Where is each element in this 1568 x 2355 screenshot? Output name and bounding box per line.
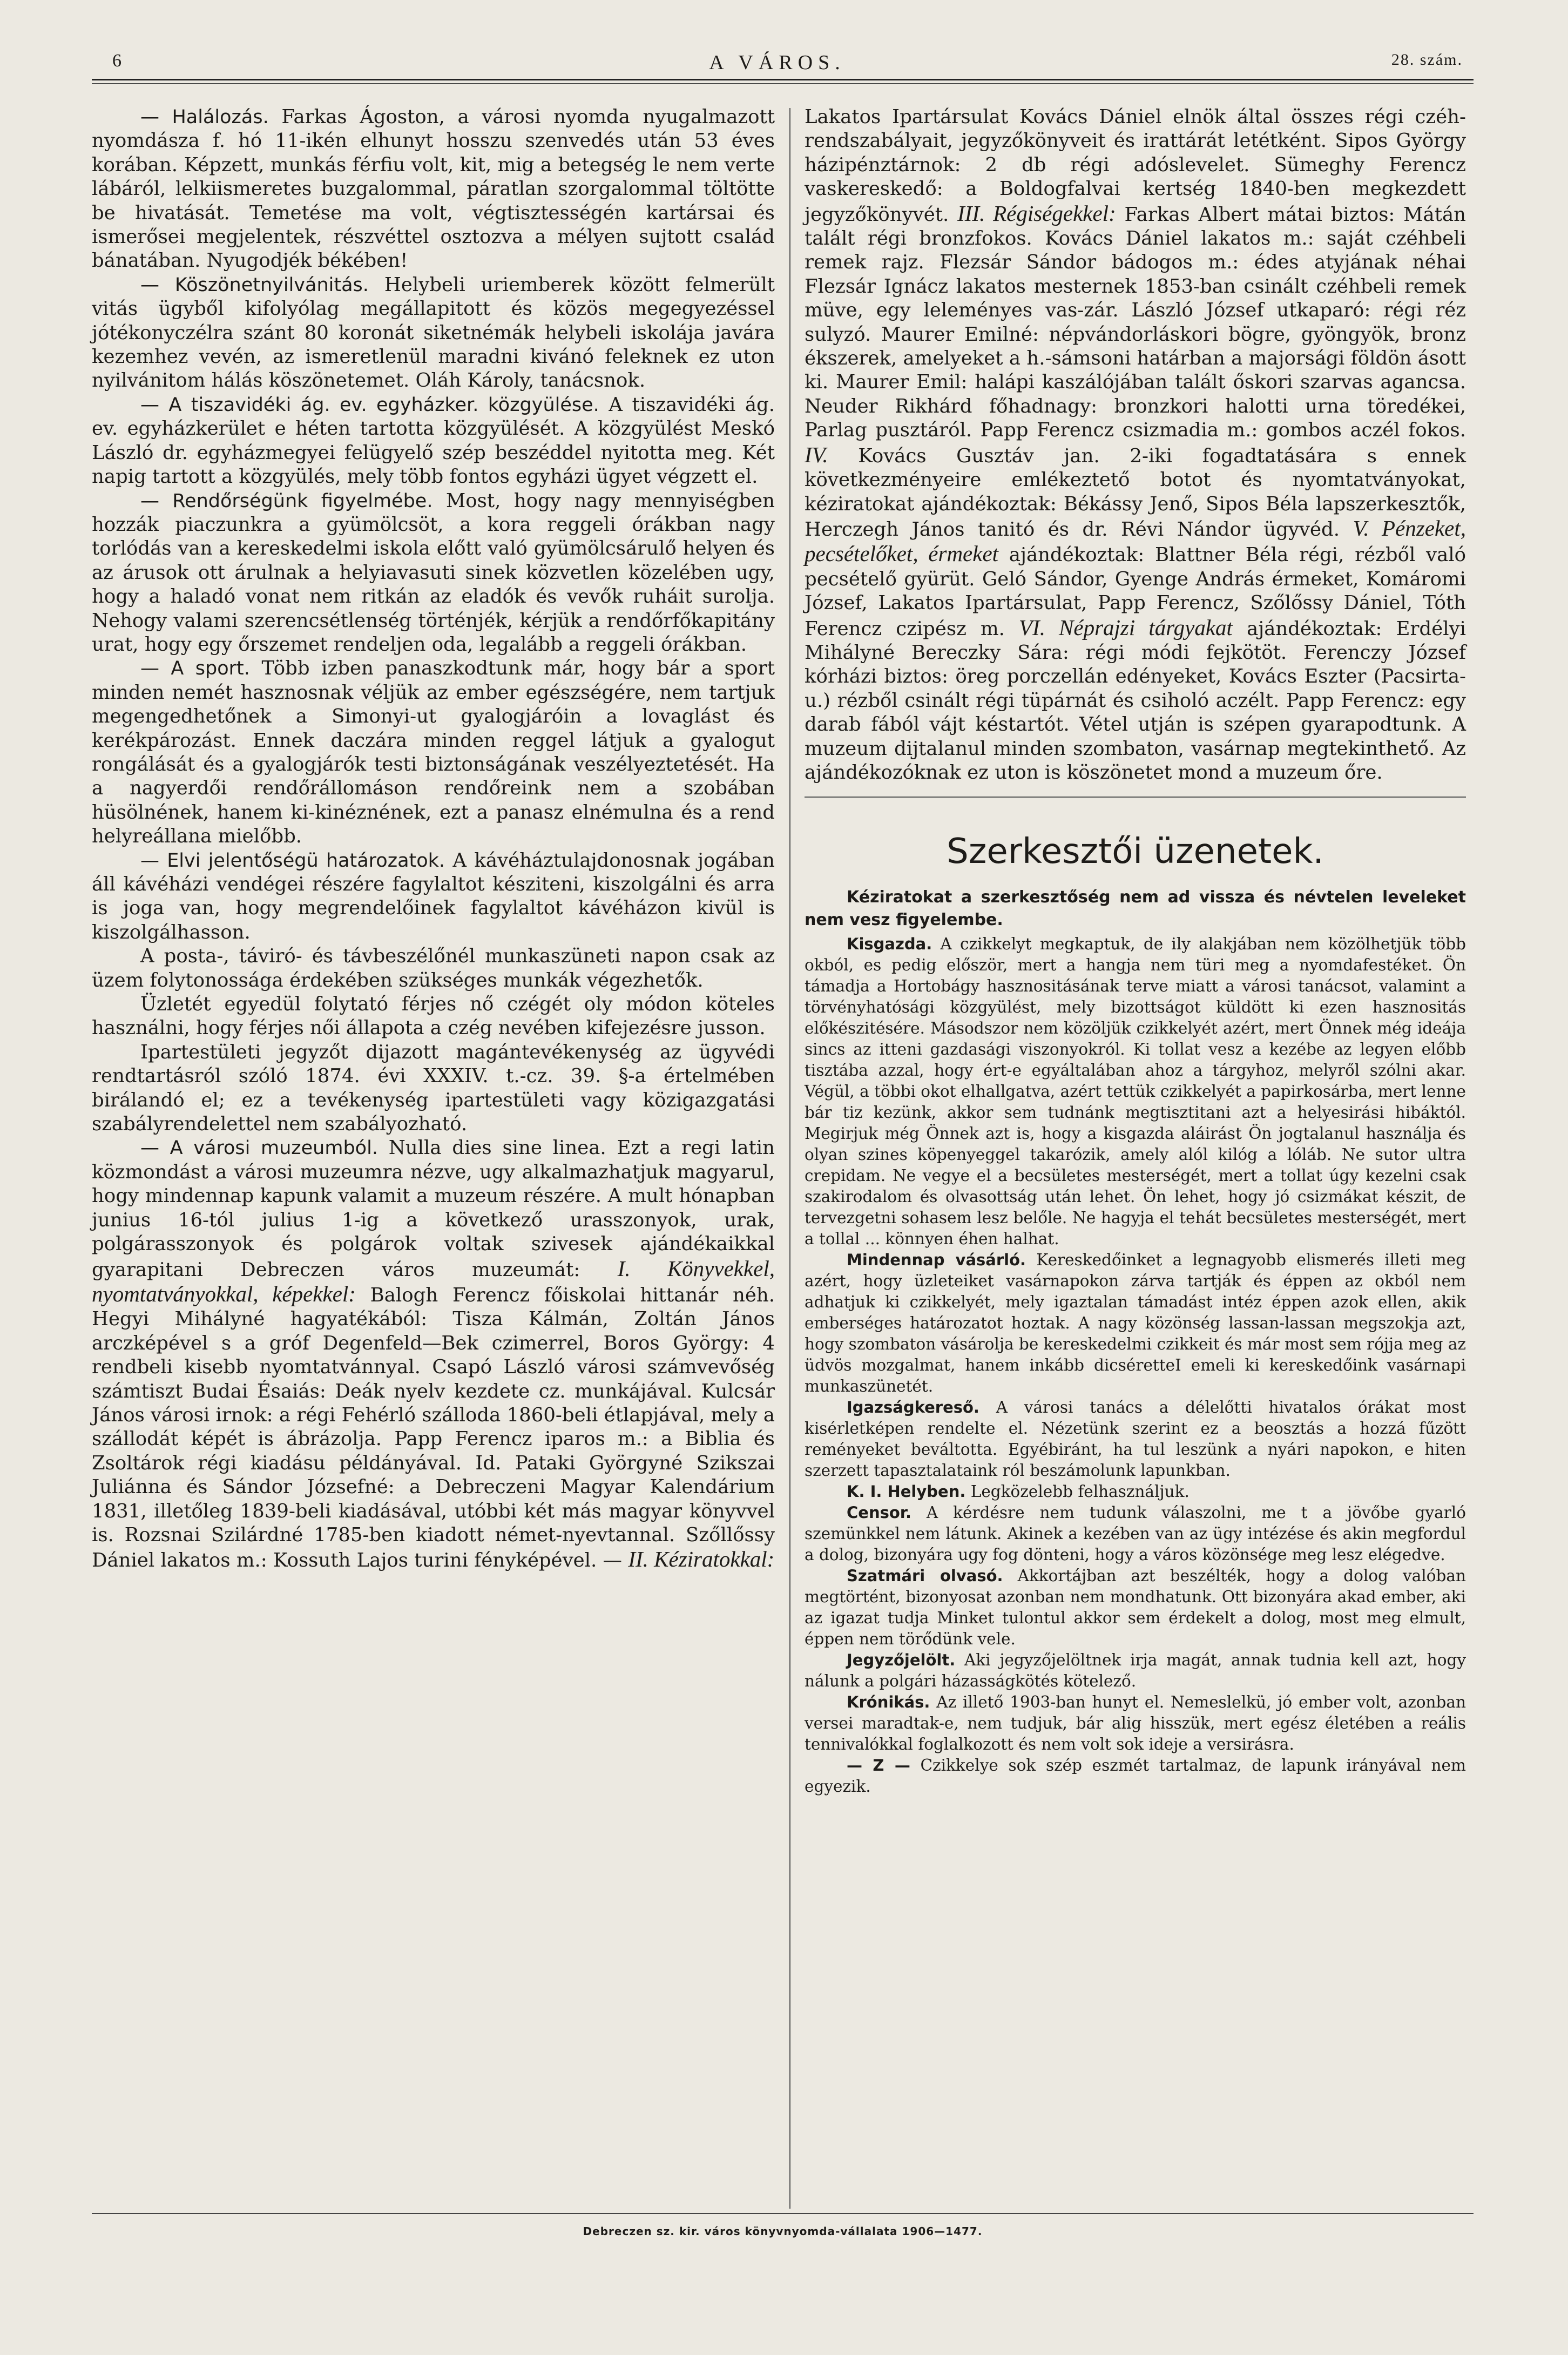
newspaper-title: A VÁROS. xyxy=(709,51,846,74)
right-column xyxy=(805,105,1466,1797)
museum-category: III. Régiségekkel: xyxy=(957,200,1116,226)
editorial-addressee: Krónikás. xyxy=(847,1693,930,1712)
editorial-item: — Z — Czikkelye sok szép eszmét tartalmaz, de lapunk irányával nem egyezik. xyxy=(805,1756,1466,1796)
editorial-item: Igazságkereső. A városi tanács a délelőtti hivatalos órákat most kisérletképen rendelte el. Nézetünk szerint ez a beosztás a hozzá fűzött reményeket beváltotta. Egyébiránt, ha tul leszünk a nyári napokon, e hiten szerzett tapasztalataink ról beszámolunk lapunkban. xyxy=(805,1398,1466,1480)
editorial-item: Szatmári olvasó. Akkortájban azt beszélték, hogy a dolog valóban megtörtént, bizonyosat azonban nem mondhatunk. Ott bizonyára akad ember, aki az igazat tudja Minket tulontul akkor sem érdekelt a dolog, most meg elmult, éppen nem törődünk vele. xyxy=(805,1567,1466,1649)
column-divider xyxy=(789,108,790,2209)
article-heading: — A sport. xyxy=(140,658,250,680)
article-thanks: — Köszönetnyilvánitás. Helybeli uriemberek között felmerült vitás ügyből kifolyólag megállapitott és közös megegyezéssel jótékonyczélra szánt 80 koronát siketnémák helybeli iskolája javára kezemhez vevén, az ismeretlenül maradni kivánó feleknek ez uton nyilvánitom hálás köszönetemet. Oláh Károly, tanácsnok. xyxy=(92,273,775,392)
footer-rule xyxy=(92,2213,1474,2214)
editorial-item: Mindennap vásárló. Kereskedőinket a legnagyobb elismerés illeti meg azért, hogy üzleteiket vasárnapokon zárva tartják és éppen az okból nem adhatjuk ki czikkelyét, mely igaztalan támadást intéz éppen azok ellen, akik emberséges határozatot hoztak. A nagy közönség lassan-lassan megszokja azt, hogy szombaton vásárolja be kereskedelmi czikkeit és már most sem rójja meg az üdvös mozgalmat, hanem inkább dicséretteI emeli ki kereskedőink vasárnapi munkaszünetét. xyxy=(805,1251,1466,1396)
editorial-addressee: Mindennap vásárló. xyxy=(847,1251,1026,1270)
museum-category: II. Kéziratokkal: xyxy=(628,1547,775,1572)
page-number: 6 xyxy=(112,51,123,71)
editorial-item: Kisgazda. A czikkelyt megkaptuk, de ily alakjában nem közölhetjük több okból, es pedig először, mert a hangja nem türi meg a nyomdafestéket. Ön támadja a Hortobágy hasznositásának terve miatt a városi tanácsot, valamint a törvényhatósági közgyülést, mely bizottságot küldött ki ezen hasznositás előkészitésére. Másodszor nem közöljük czikkelyét azért, mert Önnek még ideája sincs az itteni gazdasági viszonyokról. Ki tollat vesz a kezébe az legyen előbb tisztába azzal, hogy ért-e egyáltalában ahoz a tárgyhoz, melyről szólni akar. Végül, a többi okot elhallgatva, azért tettük czikkelyét a papirkosárba, mert lenne bár tiz kezünk, akkor sem tudnánk megtisztitani azt a helyesirási hibáktól. Megirjuk még Önnek azt is, hogy a kisgazda aláirást Ön jogtalanul használja és olyan szines köpenyeggel takarózik, amely alól kilóg a lóláb. Ne sutor ultra crepidam. Ne vegye el a becsületes mesterségét, mert a tollat úgy kezelni csak szakirodalom és olvasottság után lehet. Ön lehet, hogy jó csizmákat készit, de tervezgetni sohasem lesz belőle. Ne hagyja el tehát becsületes mesterségét, mert a tollal ... könnyen éhen halhat. xyxy=(805,935,1466,1249)
printer-imprint: Debreczen sz. kir. város könyvnyomda-vállalata 1906—1477. xyxy=(583,2225,983,2238)
article-church-assembly: — A tiszavidéki ág. ev. egyházker. közgyülése. A tiszavidéki ág. ev. egyházkerület e héten tartotta közgyülését. A közgyülést Meskó László dr. egyházmegyei felügyelő szép beszéddel nyitotta meg. Két napig tartott a közgyülés, mely több fontos egyházi ügyet végzett el. xyxy=(92,393,775,488)
editorial-addressee: Igazságkereső. xyxy=(847,1398,979,1417)
editorial-item: K. I. Helyben. Legközelebb felhasználjuk. xyxy=(847,1482,1189,1501)
museum-category: IV. xyxy=(805,442,828,467)
article-obituary: — Halálozás. Farkas Ágoston, a városi nyomda nyugalmazott nyomdásza f. hó 11-ikén elhunyt hosszu szenvedés után 53 éves korában. Képzett, munkás férfiu volt, kit, mig a betegség le nem verte lábáról, lelkiismeretes buzgalommal, páratlan szorgalommal töltötte be hivatását. Temetése ma volt, végtisztességén kartársai és ismerősei megjelentek, részvéttel osztozva a mélyen sujtott család bánatában. Nyugodjék békében! xyxy=(92,106,775,272)
article-decisions-cont: Ipartestületi jegyzőt dijazott magántevékenység az ügyvédi rendtartásról szóló 1874. évi XXXIV. t.-cz. 39. §-a értelmében birálandó el; ez a tevékenység ipartestületi vagy közigazgatási szabályrendelettel nem szabályozható. xyxy=(92,1041,775,1136)
museum-category: I. Könyvekkel, nyomtatványokkal, képekkel: xyxy=(92,1256,775,1306)
article-heading: — A városi muzeumból. xyxy=(140,1137,378,1159)
header-rule xyxy=(92,79,1474,80)
issue-number: 28. szám. xyxy=(1391,51,1463,69)
article-decisions: — Elvi jelentőségü határozatok. A kávéháztulajdonosnak jogában áll kávéházi vendégei részére fagylaltot késziteni, kiszolgálni és arra is joga van, hogy megrendelőinek fagylaltot kávéházon kivül is kiszolgálhasson. xyxy=(92,849,775,943)
article-heading: — Rendőrségünk figyelmébe. xyxy=(140,490,433,512)
editorial-addressee: Censor. xyxy=(847,1503,911,1522)
article-museum: — A városi muzeumból. Nulla dies sine linea. Ezt a regi latin közmondást a városi muzeumra nézve, ugy alkalmazhatjuk magyarul, hogy mindennap kapunk valamit a muzeum részére. A mult hónapban junius 16-tól julius 1-ig a következő urasszonyok, urak, polgárasszonyok és polgárok voltak szivesek ajándékaikkal gyarapitani Debreczen város muzeumát: I. Könyvekkel, nyomtatványokkal, képekkel: Balogh Ferencz főiskolai hittanár néh. Hegyi Mihályné hagyatékából: Tisza Kálmán, Zoltán János arczképével s a gróf Degenfeld—Bek czimerrel, Boros György: 4 rendbeli kisebb nyomtatvánnyal. Csapó László városi számvevőség számtiszt Budai Ésaiás: Deák nyelv kezdete cz. munkájával. Kulcsár János városi irnok: a régi Fehérló szálloda 1860-beli étlapjával, mely a szállodát képét is ábrázolja. Papp Ferencz iparos m.: a Biblia és Zsoltárok régi kiadásu példányával. Id. Pataki Györgyné Szikszai Juliánna és Sándor Józsefné: a Debreczeni Magyar Kalendárium 1831, illetőleg 1839-beli kiadásával, utóbbi két más magyar könyvvel is. Rozsnai Szilárdné 1785-ben kiadott német-nyevtannal. Szőllőssy Dániel lakatos m.: Kossuth Lajos turini fényképével. — II. Kéziratokkal: xyxy=(92,1137,775,1572)
article-decisions-cont: Üzletét egyedül folytató férjes nő czégét oly módon köteles használni, hogy férjes női állapota a czég nevében kifejezésre jusson. xyxy=(92,993,775,1040)
article-museum-cont: Lakatos Ipartársulat Kovács Dániel elnök által összes régi czéh-rendszabályait, jegyzőkönyveit és irattárát letétként. Sipos György házipénztárnok: 2 db régi adóslevelet. Sümeghy Ferencz vaskereskedő: a Boldogfalvai kertség 1840-ben megkezdett jegyzőkönyvét. III. Régiségekkel: Farkas Albert mátai biztos: Mátán talált régi bronzfokos. Kovács Dániel lakatos m.: saját czéhbeli remek rajz. Flezsár Sándor bádogos m.: édes atyjának néhai Flezsár Ignácz lakatos mesternek 1853-ban csinált czéhbeli remek müve, egy leleményes vas-zár. László József utkaparó: régi réz sulyzó. Maurer Emilné: népvándorláskori bögre, gyöngyök, bronz ékszerek, amelyeket a h.-sámsoni határban a majorsági földön ásott ki. Maurer Emil: halápi kaszálójában talált őskori szarvas agancsa. Neuder Rikhárd főhadnagy: bronzkori halotti urna töredékei, Parlag pusztáról. Papp Ferencz csizmadia m.: gombos aczél fokos. IV. Kovács Gusztáv jan. 2-iki fogadtatására s ennek következményeire emlékeztető botot és nyomtatványokat, kéziratokat ajándékoztak: Békássy Jenő, Sipos Béla lapszerkesztők, Herczegh János tanitó és dr. Révi Nándor ügyvéd. V. Pénzeket, pecsételőket, érmeket ajándékoztak: Blattner Béla régi, rézből való pecsételő gyürüt. Geló Sándor, Gyenge András érmeket, Komáromi József, Lakatos Ipartársulat, Papp Ferencz, Szőlőssy Dániel, Tóth Ferencz czipész m. VI. Néprajzi tárgyakat ajándékoztak: Erdélyi Mihályné Bereczky Sára: régi módi fejkötöt. Ferenczy József kórházi biztos: öreg porczellán edényeket, Kovács Eszter (Pacsirta-u.) rézből csinált régi tüpárnát és csiholó aczélt. Papp Ferencz: egy darab fából vájt késtartót. Vétel utján is szépen gyarapodtunk. A muzeum dijtalanul minden szombaton, vasárnap megtekinthető. Az ajándékozóknak ez uton is köszönetet mond a muzeum őre. xyxy=(805,106,1466,784)
editorial-heading: Szerkesztői üzenetek. xyxy=(947,832,1324,872)
editorial-addressee: Szatmári olvasó. xyxy=(847,1567,1003,1585)
editorial-item: Jegyzőjelölt. Aki jegyzőjelöltnek irja magát, annak tudnia kell azt, hogy nálunk a polgári házasságkötés kötelező. xyxy=(805,1651,1466,1691)
left-column xyxy=(92,105,775,1573)
editorial-addressee: Kisgazda. xyxy=(847,935,932,954)
article-sport: — A sport. Több izben panaszkodtunk már, hogy bár a sport minden nemét hasznosnak véljük az ember egészségére, nem tartjuk megengedhetőnek a Simonyi-ut gyalogjáróin a lovaglást és kerékpározást. Ennek daczára minden reggel látjuk a gyalogut rongálását és a gyalogjárók testi biztonságának veszélyeztetését. Ha a nagyerdői rendőrállomáson rendőreink nem a szobában hüsölnének, hanem ki-kinéznének, ezt a panasz elnémulna és a rend helyreállana mielőbb. xyxy=(92,657,775,848)
article-decisions-cont: A posta-, táviró- és távbeszélőnél munkaszüneti napon csak az üzem folytonossága érdekében szükséges munkák végezhetők. xyxy=(92,945,775,991)
editorial-addressee: K. I. Helyben. xyxy=(847,1482,966,1501)
editorial-addressee: — Z — xyxy=(847,1756,910,1775)
article-heading: — A tiszavidéki ág. ev. egyházker. közgyülése. xyxy=(140,394,599,416)
article-heading: — Elvi jelentőségü határozatok. xyxy=(140,849,445,872)
museum-category: VI. Néprajzi tárgyakat xyxy=(1019,615,1233,640)
editorial-messages xyxy=(805,886,1466,1797)
article-heading: — Halálozás. xyxy=(140,106,269,128)
museum-category: V. Pénzeket, pecsételőket, érmeket xyxy=(805,515,1466,566)
editorial-item: Censor. A kérdésre nem tudunk válaszolni, me t a jövőbe gyarló szemünkkel nem látunk. Akinek a kezében van az ügy intézése és akin megfordul a dolog, bizonyára ugy fog dönteni, hogy a város közönsége meg lesz elégedve. xyxy=(805,1503,1466,1564)
section-rule xyxy=(805,797,1466,798)
article-police: — Rendőrségünk figyelmébe. Most, hogy nagy mennyiségben hozzák piaczunkra a gyümölcsöt, a kora reggeli órákban nagy torlódás van a kereskedelmi iskola előtt való gyümölcsárulő helyen és az árusok ott árulnak a helyiavasuti sinek közvetlen közelében ugy, hogy a haladó vonat nem ritkán az eladók és vevők ruháit surolja. Nehogy valami szerencsétlenség történjék, kérjük a rendőrfőkapitány urat, hogy egy őrszemet rendeljen oda, legalább a reggeli órákban. xyxy=(92,489,775,656)
header-rule-thin xyxy=(92,83,1474,84)
editorial-addressee: Jegyzőjelölt. xyxy=(847,1651,956,1670)
page-header xyxy=(92,48,1463,83)
editorial-intro: Kéziratokat a szerkesztőség nem ad vissza és névtelen leveleket nem vesz figyelembe. xyxy=(805,888,1466,930)
article-heading: — Köszönetnyilvánitás. xyxy=(140,274,369,296)
editorial-item: Krónikás. Az illető 1903-ban hunyt el. Nemeslelkü, jó ember volt, azonban versei maradtak-e, nem tudjuk, bár alig hisszük, mert egész életében a reális tennivalókkal foglalkozott és nem volt sok ideje a versirásra. xyxy=(805,1693,1466,1754)
